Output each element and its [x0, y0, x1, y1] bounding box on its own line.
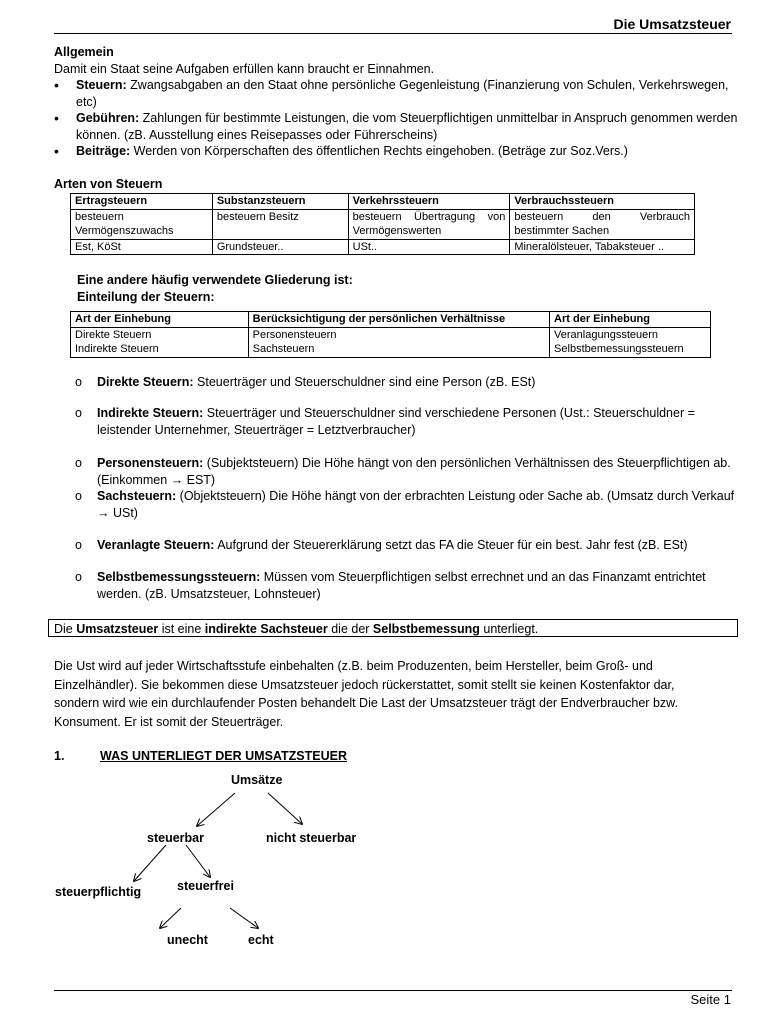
definition-term: Sachsteuern: [97, 489, 177, 503]
list-marker: o [75, 406, 82, 420]
list-marker: o [75, 489, 82, 503]
table-cell-line: Indirekte Steuern [75, 343, 159, 355]
definition-text: Müssen vom Steuerpflichtigen selbst errechnet und an das Finanzamt entrichtet werden. (zB. Umsatzsteuer, Lohnsteuer) [97, 570, 706, 601]
page-number: Seite 1 [690, 992, 731, 1007]
list-marker: o [75, 570, 82, 584]
definition-text: (Objektsteuern) Die Höhe hängt von der erbrachten Leistung oder Sache ab. (Umsatz durch Verkauf → USt) [97, 489, 735, 520]
tree-node-steuerpflichtig: steuerpflichtig [55, 885, 142, 899]
summary-text: ist eine [158, 622, 205, 636]
list-marker: o [75, 456, 82, 470]
tree-arrow [230, 908, 258, 928]
summary-emphasis: indirekte Sachsteuer [204, 622, 328, 636]
tree-node-steuerfrei: steuerfrei [177, 879, 234, 893]
table-cell: Mineralölsteuer, Tabaksteuer .. [510, 239, 695, 255]
list-item-term: Beiträge: [76, 144, 131, 158]
section-number: 1. [54, 749, 65, 763]
table-cell-line: Personensteuern [252, 328, 337, 341]
table-cell-line: Sachsteuern [252, 343, 315, 355]
summary-text: die der [327, 622, 373, 636]
section-title: WAS UNTERLIEGT DER UMSATZSTEUER [100, 749, 347, 763]
table-header-cell: Berücksichtigung der persönlichen Verhältnisse [248, 312, 549, 328]
definition-term: Personensteuern: [97, 456, 204, 470]
tree-node-nicht-steuerbar: nicht steuerbar [266, 831, 357, 845]
tree-arrow [268, 793, 302, 824]
tree-arrow [197, 793, 235, 826]
tree-node-unecht: unecht [167, 933, 208, 947]
table-header-cell: Verkehrssteuern [348, 194, 510, 210]
table-cell: besteuern den Verbrauch bestimmter Sachen [510, 209, 695, 239]
table-cell: besteuern Vermögenszuwachs [71, 209, 213, 239]
definition-text: Steuerträger und Steuerschuldner sind eine Person (zB. ESt) [193, 375, 536, 389]
tree-arrow [186, 845, 210, 877]
definition-term: Veranlagte Steuern: [97, 538, 215, 552]
list-item-text: Werden von Körperschaften des öffentlichen Rechts eingehoben. (Beträge zur Soz.Vers.) [130, 144, 628, 158]
list-item-text: Zwangsabgaben an den Staat ohne persönliche Gegenleistung (Finanzierung von Schulen, Verkehrswegen, etc) [76, 78, 729, 109]
list-item-term: Gebühren: [76, 111, 140, 125]
table-header-cell: Substanzsteuern [212, 194, 348, 210]
list-marker: o [75, 375, 82, 389]
page-title: Die Umsatzsteuer [613, 16, 731, 32]
table-cell: USt.. [348, 239, 510, 255]
tree-node-umsaetze: Umsätze [231, 773, 283, 787]
summary-text: Die [54, 622, 77, 636]
allgemein-intro: Damit ein Staat seine Aufgaben erfüllen kann braucht er Einnahmen. [54, 61, 435, 76]
table-cell-line: Selbstbemessungssteuern [554, 343, 684, 355]
table-cell: besteuern Besitz [212, 209, 348, 239]
table-header-cell: Art der Einhebung [550, 312, 711, 328]
definition-term: Direkte Steuern: [97, 375, 194, 389]
tree-arrow [160, 908, 181, 928]
tree-node-steuerbar: steuerbar [147, 831, 204, 845]
arten-heading: Arten von Steuern [54, 177, 163, 191]
summary-emphasis: Umsatzsteuer [76, 622, 159, 636]
tree-node-echt: echt [248, 933, 274, 947]
gliederung-line2: Einteilung der Steuern: [77, 289, 215, 304]
table-header-cell: Art der Einhebung [71, 312, 249, 328]
definition-term: Selbstbemessungssteuern: [97, 570, 261, 584]
table-header-cell: Ertragsteuern [71, 194, 213, 210]
summary-emphasis: Selbstbemessung [372, 622, 480, 636]
list-item-term: Steuern: [76, 78, 127, 92]
table-cell-line: Direkte Steuern [75, 328, 152, 341]
table-cell: besteuern Übertragung von Vermögenswerten [348, 209, 510, 239]
summary-text: unterliegt. [479, 622, 539, 636]
definition-term: Indirekte Steuern: [97, 406, 204, 420]
table-cell: Grundsteuer.. [212, 239, 348, 255]
table-cell: Est, KöSt [71, 239, 213, 255]
tree-arrow [134, 845, 166, 881]
definition-text: Aufgrund der Steuererklärung setzt das FA die Steuer für ein best. Jahr fest (zB. ESt) [214, 538, 688, 552]
list-marker: o [75, 538, 82, 552]
ust-paragraph: Die Ust wird auf jeder Wirtschaftsstufe einbehalten (z.B. beim Produzenten, beim Hersteller, beim Groß- und Einzelhändler). Sie bekommen diese Umsatzsteuer jedoch rückerstattet, somit stellt sie keinen Kostenfaktor dar, sondern wird wie ein durchlaufender Posten behandelt Die Last der Umsatzsteuer trägt der Endverbraucher bzw. Konsument. Er ist somit der Steuerträger. [54, 659, 678, 729]
definition-text: Steuerträger und Steuerschuldner sind verschiedene Personen (Ust.: Steuerschuldner = leistender Unternehmer, Steuerträger = Letztverbraucher) [97, 406, 695, 437]
definition-text: (Subjektsteuern) Die Höhe hängt von den persönlichen Verhältnissen des Steuerpflichtigen ab. (Einkommen → EST) [97, 456, 731, 487]
footer-divider [54, 990, 732, 991]
list-item-text: Zahlungen für bestimmte Leistungen, die vom Steuerpflichtigen unmittelbar in Anspruch genommen werden können. (zB. Ausstellung eines Reisepasses oder Führerscheins) [76, 111, 738, 142]
table-header-cell: Verbrauchssteuern [510, 194, 695, 210]
table-cell-line: Veranlagungssteuern [554, 328, 659, 341]
gliederung-line1: Eine andere häufig verwendete Gliederung ist: [77, 273, 353, 287]
allgemein-heading: Allgemein [54, 45, 114, 59]
